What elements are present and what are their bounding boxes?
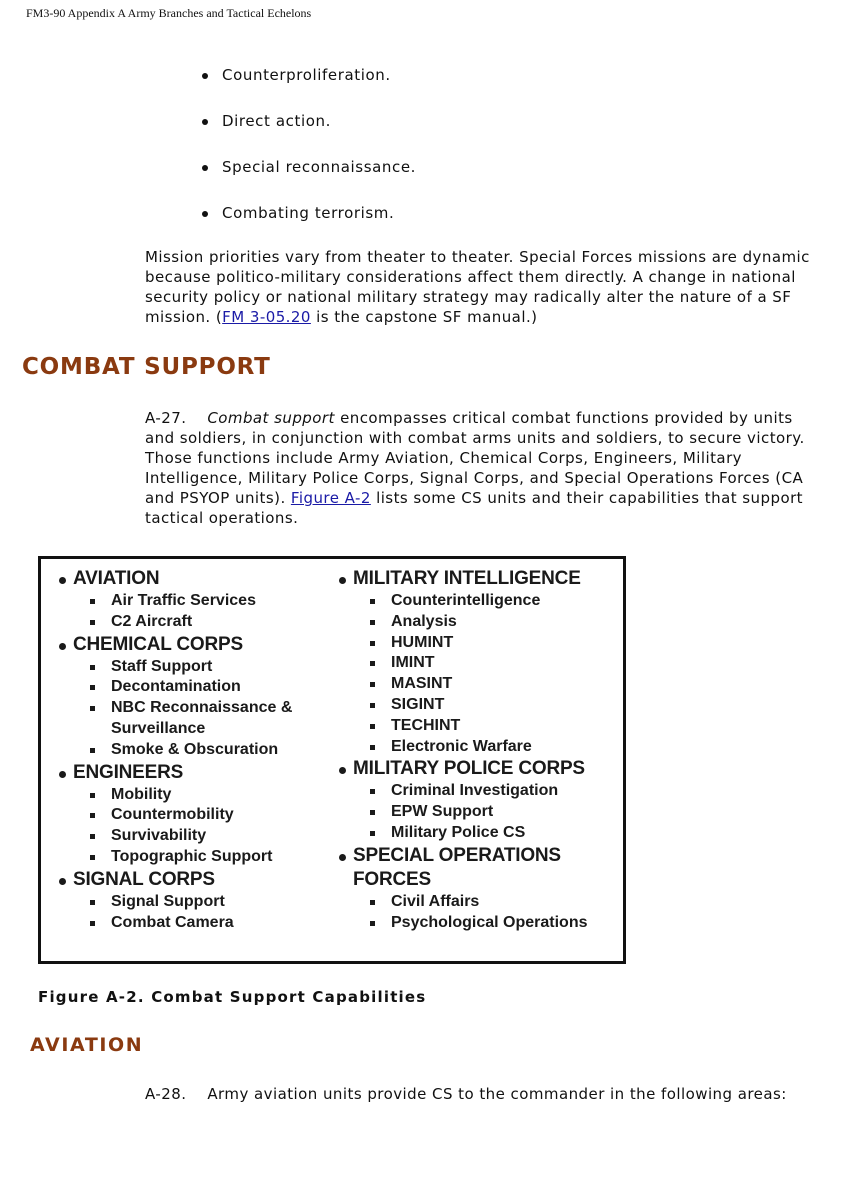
- figure-item: C2 Aircraft: [57, 612, 327, 633]
- a27-paragraph: [145, 408, 815, 528]
- paragraph-text: Army aviation units provide CS to the commander in the following areas:: [207, 1085, 787, 1103]
- a28-paragraph: [145, 1084, 815, 1104]
- figure-item: Criminal Investigation: [337, 781, 617, 802]
- mission-bullet-list: [200, 66, 416, 250]
- figure-category: ENGINEERS: [57, 761, 327, 785]
- figure-item: Psychological Operations: [337, 913, 617, 934]
- figure-item: Smoke & Obscuration: [57, 740, 327, 761]
- paragraph-number: A-28.: [145, 1085, 187, 1103]
- figure-item: Mobility: [57, 785, 327, 806]
- figure-item: Countermobility: [57, 805, 327, 826]
- figure-item: Military Police CS: [337, 823, 617, 844]
- figure-item: Signal Support: [57, 892, 327, 913]
- figure-right-column: [337, 567, 617, 933]
- combat-support-figure: [38, 556, 626, 964]
- mission-bullet-item: Combating terrorism.: [200, 204, 416, 250]
- figure-category-items: [57, 591, 327, 633]
- figure-item: SIGINT: [337, 695, 617, 716]
- figure-item: MASINT: [337, 674, 617, 695]
- mission-bullet-item: Direct action.: [200, 112, 416, 158]
- figure-item: Combat Camera: [57, 913, 327, 934]
- figure-item: Civil Affairs: [337, 892, 617, 913]
- paragraph-text: is the capstone SF manual.): [310, 308, 538, 326]
- figure-category-items: [337, 892, 617, 934]
- figure-item: Staff Support: [57, 657, 327, 678]
- figure-item: Analysis: [337, 612, 617, 633]
- figure-item: EPW Support: [337, 802, 617, 823]
- paragraph-number: A-27.: [145, 409, 187, 427]
- mission-priorities-paragraph: [145, 247, 815, 327]
- mission-bullet-item: Special reconnaissance.: [200, 158, 416, 204]
- figure-item: Counterintelligence: [337, 591, 617, 612]
- combat-support-heading: COMBAT SUPPORT: [22, 354, 271, 380]
- figure-item: Electronic Warfare: [337, 737, 617, 758]
- figure-item: NBC Reconnaissance & Surveillance: [57, 698, 327, 740]
- figure-category-items: [57, 785, 327, 868]
- running-header: FM3-90 Appendix A Army Branches and Tactical Echelons: [26, 6, 312, 20]
- fm-3-05-20-link[interactable]: FM 3-05.20: [222, 308, 311, 326]
- figure-caption: Figure A-2. Combat Support Capabilities: [38, 988, 427, 1006]
- aviation-heading: AVIATION: [30, 1034, 144, 1056]
- mission-bullet-item: Counterproliferation.: [200, 66, 416, 112]
- figure-item: Survivability: [57, 826, 327, 847]
- figure-category-items: [337, 591, 617, 757]
- figure-a2-link[interactable]: Figure A-2: [290, 489, 371, 507]
- combat-support-term: Combat support: [207, 409, 335, 427]
- figure-item: IMINT: [337, 653, 617, 674]
- figure-item: Topographic Support: [57, 847, 327, 868]
- figure-category: MILITARY INTELLIGENCE: [337, 567, 617, 591]
- figure-category: MILITARY POLICE CORPS: [337, 757, 617, 781]
- figure-category-items: [57, 892, 327, 934]
- figure-category: SIGNAL CORPS: [57, 868, 327, 892]
- figure-item: TECHINT: [337, 716, 617, 737]
- paragraph-text: lists some CS units and their capabilities that support tactical operations.: [145, 489, 804, 527]
- figure-left-column: [57, 567, 327, 933]
- figure-item: HUMINT: [337, 633, 617, 654]
- figure-category: CHEMICAL CORPS: [57, 633, 327, 657]
- figure-category: AVIATION: [57, 567, 327, 591]
- figure-item: Decontamination: [57, 677, 327, 698]
- figure-category-items: [57, 657, 327, 761]
- figure-category-items: [337, 781, 617, 843]
- paragraph-text: encompasses critical combat functions provided by units and soldiers, in conjunction with combat arms units and soldiers, to secure victory. Those functions include Army Aviation, Chemical Corps, Engineers, Military Intelligence, Military Police Corps, Signal Corps, and Special Operations Forces (CA and PSYOP units).: [145, 409, 805, 507]
- figure-item: Air Traffic Services: [57, 591, 327, 612]
- figure-category: SPECIAL OPERATIONS FORCES: [337, 844, 593, 892]
- paragraph-text: Mission priorities vary from theater to theater. Special Forces missions are dynamic because politico-military considerations affect them directly. A change in national security policy or national military strategy may radically alter the nature of a SF mission. (: [145, 248, 810, 326]
